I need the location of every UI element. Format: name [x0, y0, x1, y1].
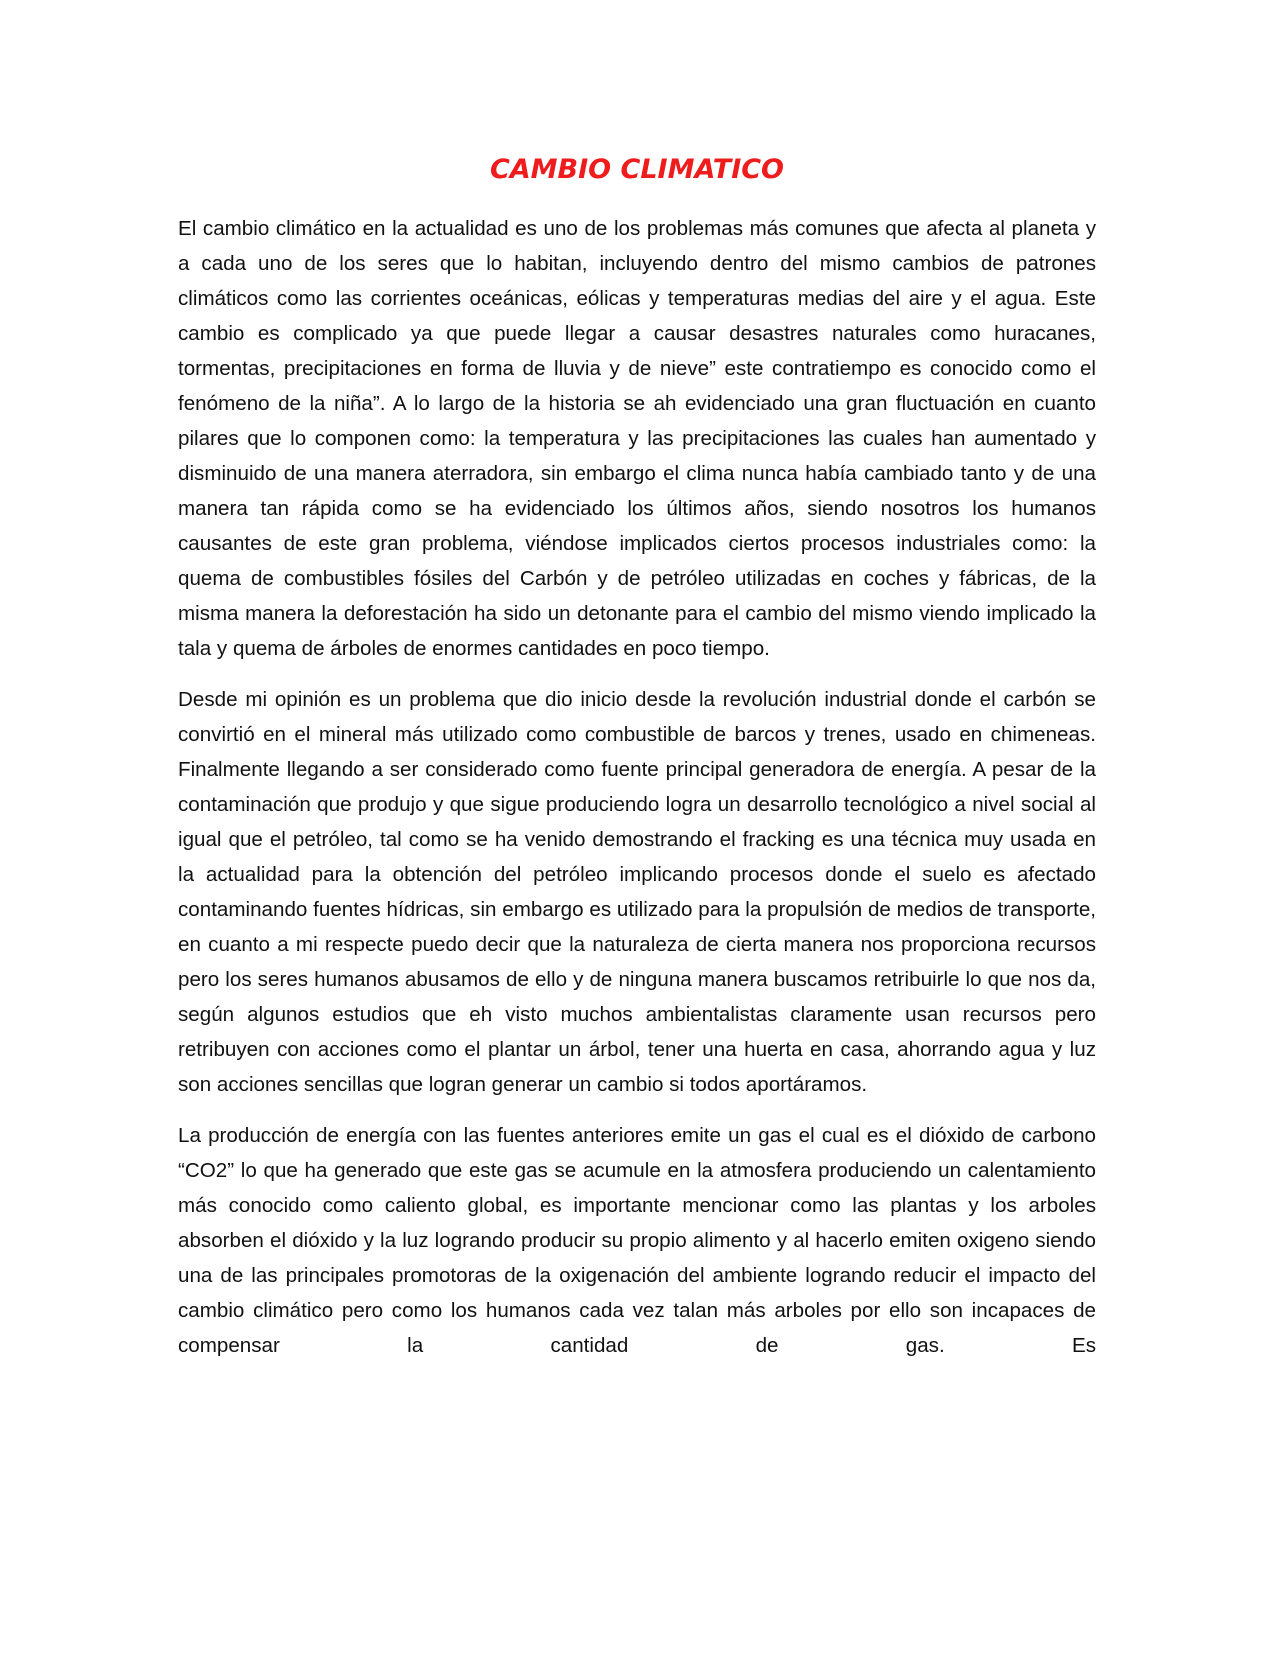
paragraph-2: Desde mi opinión es un problema que dio inicio desde la revolución industrial donde el carbón se convirtió en el mineral más utilizado como combustible de barcos y trenes, usado en chimeneas. Finalmente llegando a ser considerado como fuente principal generadora de energía. A pesar de la contaminación que produjo y que sigue produciendo logra un desarrollo tecnológico a nivel social al igual que el petróleo, tal como se ha venido demostrando el fracking es una técnica muy usada en la actualidad para la obtención del petróleo implicando procesos donde el suelo es afectado contaminando fuentes hídricas, sin embargo es utilizado para la propulsión de medios de transporte, en cuanto a mi respecte puedo decir que la naturaleza de cierta manera nos proporciona recursos pero los seres humanos abusamos de ello y de ninguna manera buscamos retribuirle lo que nos da, según algunos estudios que eh visto muchos ambientalistas claramente usan recursos pero retribuyen con acciones como el plantar un árbol, tener una huerta en casa, ahorrando agua y luz son acciones sencillas que logran generar un cambio si todos aportáramos.	[178, 688, 1096, 1096]
paragraph-3: La producción de energía con las fuentes anteriores emite un gas el cual es el dióxido de carbono “CO2” lo que ha generado que este gas se acumule en la atmosfera produciendo un calentamiento más conocido como caliento global, es importante mencionar como las plantas y los arboles absorben el dióxido y la luz logrando producir su propio alimento y al hacerlo emiten oxigeno siendo una de las principales promotoras de la oxigenación del ambiente logrando reducir el impacto del cambio climático pero como los humanos cada vez talan más arboles por ello son incapaces de compensar la cantidad de gas. Es	[178, 1124, 1096, 1357]
paragraph-1: El cambio climático en la actualidad es uno de los problemas más comunes que afecta al planeta y a cada uno de los seres que lo habitan, incluyendo dentro del mismo cambios de patrones climáticos como las corrientes oceánicas, eólicas y temperaturas medias del aire y el agua. Este cambio es complicado ya que puede llegar a causar desastres naturales como huracanes, tormentas, precipitaciones en forma de lluvia y de nieve” este contratiempo es conocido como el fenómeno de la niña”. A lo largo de la historia se ah evidenciado una gran fluctuación en cuanto pilares que lo componen como: la temperatura y las precipitaciones las cuales han aumentado y disminuido de una manera aterradora, sin embargo el clima nunca había cambiado tanto y de una manera tan rápida como se ha evidenciado los últimos años, siendo nosotros los humanos causantes de este gran problema, viéndose implicados ciertos procesos industriales como: la quema de combustibles fósiles del Carbón y de petróleo utilizadas en coches y fábricas, de la misma manera la deforestación ha sido un detonante para el cambio del mismo viendo implicado la tala y quema de árboles de enormes cantidades en poco tiempo.	[178, 217, 1096, 660]
document-title: CAMBIO CLIMATICO	[489, 154, 785, 185]
document-body	[178, 211, 1096, 1379]
